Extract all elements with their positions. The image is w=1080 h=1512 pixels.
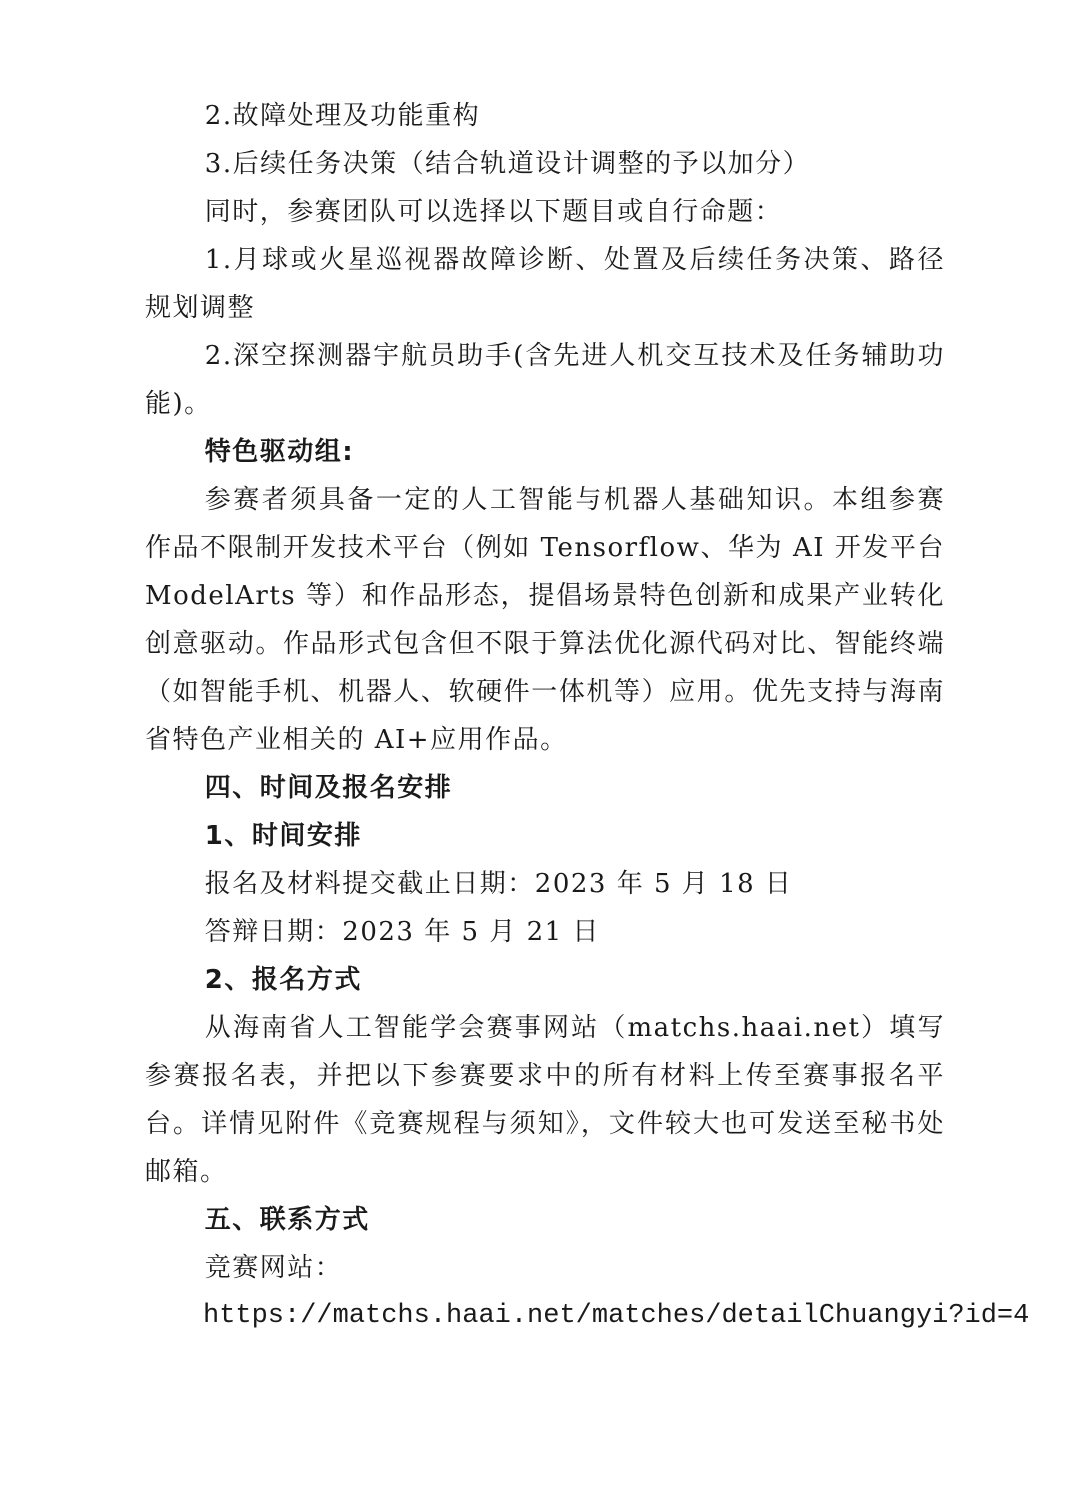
- paragraph-item-2: 2.故障处理及功能重构: [204, 101, 481, 131]
- heading-signup-method: 2、报名方式: [204, 965, 362, 995]
- heading-featured-group: 特色驱动组:: [204, 437, 355, 467]
- paragraph-option-2: 2.深空探测器宇航员助手(含先进人机交互技术及任务辅助功能)。: [145, 341, 945, 419]
- deadline-date: 报名及材料提交截止日期：2023 年 5 月 18 日: [204, 869, 793, 899]
- defense-date: 答辩日期：2023 年 5 月 21 日: [204, 917, 600, 947]
- paragraph-option-1: 1.月球或火星巡视器故障诊断、处置及后续任务决策、路径规划调整: [145, 245, 945, 323]
- paragraph-item-3: 3.后续任务决策（结合轨道设计调整的予以加分）: [204, 149, 811, 179]
- paragraph-options-intro: 同时，参赛团队可以选择以下题目或自行命题：: [204, 197, 783, 227]
- heading-section-5: 五、联系方式: [204, 1205, 370, 1235]
- heading-section-4: 四、时间及报名安排: [204, 773, 453, 803]
- site-label: 竞赛网站：: [204, 1253, 343, 1283]
- contest-url-link[interactable]: https://matchs.haai.net/matches/detailChuangyi?id=4: [203, 1301, 1030, 1331]
- heading-time-schedule: 1、时间安排: [204, 821, 362, 851]
- document-page: [145, 92, 1030, 1340]
- paragraph-signup: 从海南省人工智能学会赛事网站（matchs.haai.net）填写参赛报名表，并把以下参赛要求中的所有材料上传至赛事报名平台。详情见附件《竞赛规程与须知》，文件较大也可发送至秘书处邮箱。: [145, 1013, 945, 1187]
- paragraph-featured-group: 参赛者须具备一定的人工智能与机器人基础知识。本组参赛作品不限制开发技术平台（例如 Tensorflow、华为 AI 开发平台 ModelArts 等）和作品形态，提倡场景特色创新和成果产业转化创意驱动。作品形式包含但不限于算法优化源代码对比、智能终端（如智能手机、机器人、软硬件一体机等）应用。优先支持与海南省特色产业相关的 AI+应用作品。: [145, 485, 945, 755]
